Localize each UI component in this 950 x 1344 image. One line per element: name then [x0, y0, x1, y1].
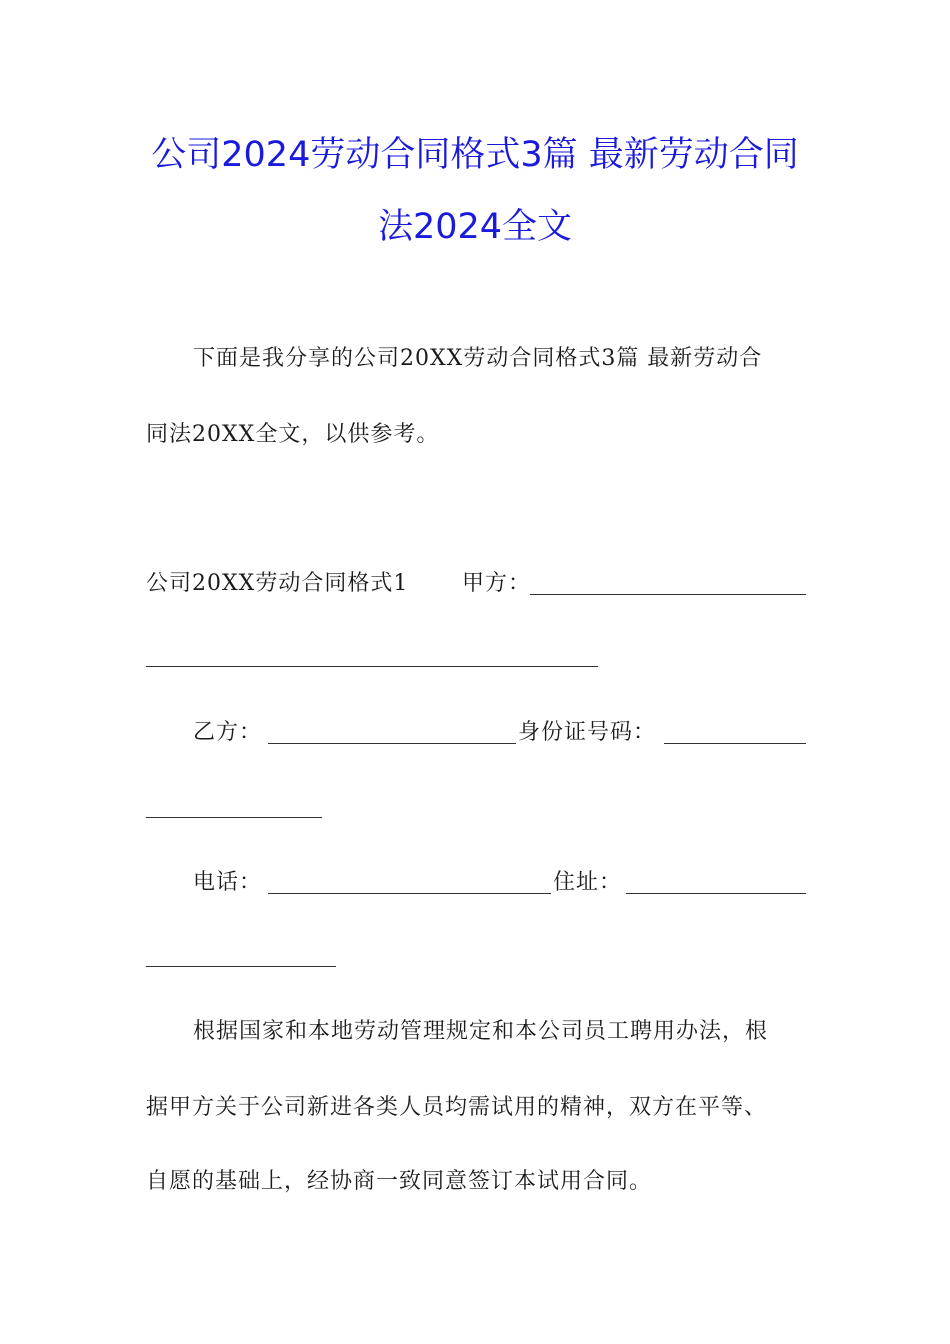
party-a-blank-continued — [146, 666, 598, 667]
address-blank — [626, 893, 806, 894]
body-line-2: 据甲方关于公司新进各类人员均需试用的精神，双方在平等、 — [146, 1095, 768, 1120]
body-line-1: 根据国家和本地劳动管理规定和本公司员工聘用办法，根 — [193, 1019, 769, 1044]
body-line-3: 自愿的基础上，经协商一致同意签订本试用合同。 — [146, 1169, 653, 1194]
party-a-blank — [530, 594, 806, 595]
address-blank-continued — [146, 966, 336, 967]
phone-label: 电话： — [193, 870, 263, 895]
party-a-label: 甲方： — [462, 571, 532, 596]
intro-line-2: 同法20XX全文，以供参考。 — [146, 422, 440, 447]
intro-line-1: 下面是我分享的公司20XX劳动合同格式3篇 最新劳动合 — [193, 346, 763, 371]
document-title-line-2: 法2024全文 — [377, 207, 573, 247]
document-title-line-1: 公司2024劳动合同格式3篇 最新劳动合同 — [151, 135, 799, 175]
contract-heading: 公司20XX劳动合同格式1 — [146, 571, 409, 596]
party-b-blank — [268, 743, 516, 744]
party-b-label: 乙方： — [193, 720, 263, 745]
address-label: 住址： — [553, 870, 623, 895]
id-number-label: 身份证号码： — [518, 720, 657, 745]
id-number-blank-continued — [146, 817, 322, 818]
phone-blank — [268, 893, 551, 894]
id-number-blank — [664, 743, 806, 744]
